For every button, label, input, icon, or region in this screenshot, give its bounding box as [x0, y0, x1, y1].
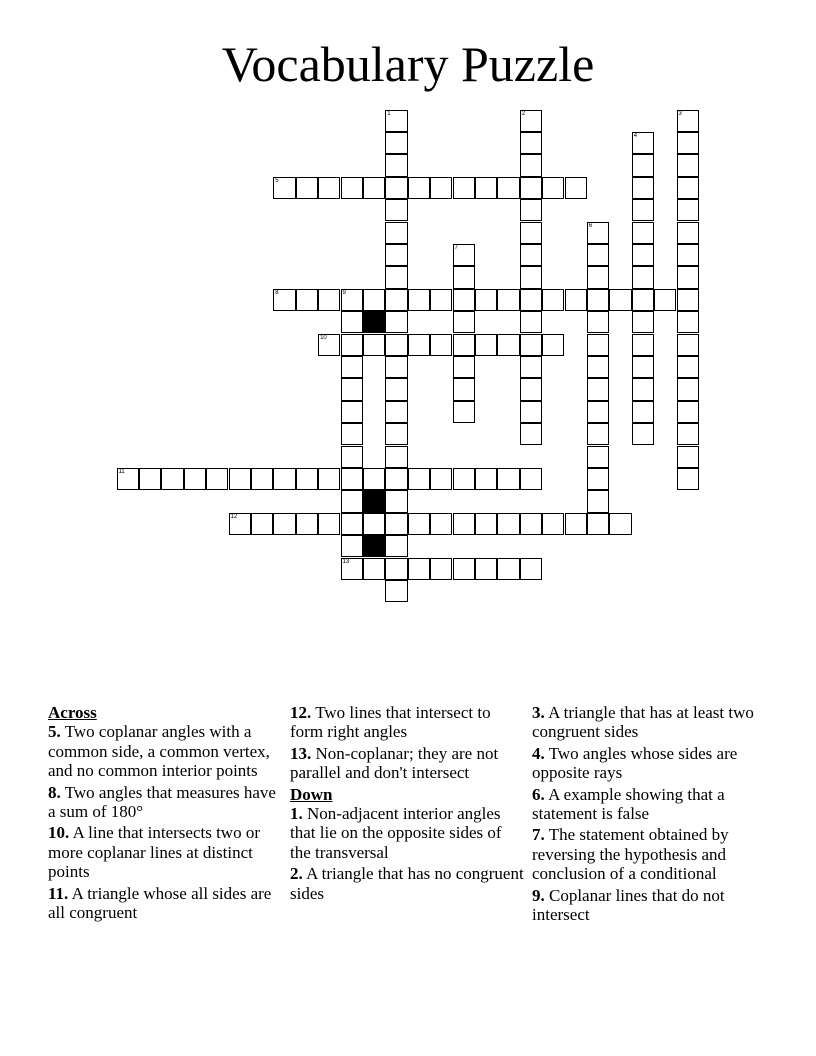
grid-cell[interactable]	[475, 289, 497, 311]
grid-cell[interactable]	[408, 513, 430, 535]
grid-cell[interactable]	[677, 132, 699, 154]
grid-cell[interactable]	[565, 289, 587, 311]
grid-cell[interactable]	[273, 289, 295, 311]
grid-cell[interactable]	[632, 311, 654, 333]
grid-cell[interactable]	[385, 177, 407, 199]
grid-cell[interactable]	[520, 222, 542, 244]
grid-cell[interactable]	[677, 154, 699, 176]
clue-down-1: 1. Non-adjacent interior angles that lie on the opposite sides of the transversal	[290, 804, 502, 862]
grid-cell[interactable]	[520, 401, 542, 423]
grid-cell[interactable]	[587, 334, 609, 356]
grid-cell[interactable]	[677, 222, 699, 244]
grid-cell[interactable]	[341, 558, 363, 580]
grid-cell[interactable]	[632, 423, 654, 445]
grid-cell[interactable]	[453, 244, 475, 266]
grid-cell[interactable]	[497, 513, 519, 535]
grid-cell[interactable]	[385, 110, 407, 132]
grid-cell[interactable]	[677, 311, 699, 333]
grid-cell[interactable]	[184, 468, 206, 490]
grid-cell[interactable]	[677, 199, 699, 221]
grid-cell[interactable]	[139, 468, 161, 490]
grid-cell[interactable]	[520, 199, 542, 221]
grid-cell[interactable]	[677, 446, 699, 468]
grid-cell[interactable]	[632, 378, 654, 400]
grid-cell[interactable]	[453, 311, 475, 333]
grid-cell[interactable]	[385, 401, 407, 423]
grid-cell[interactable]	[318, 468, 340, 490]
clue-across-12: 12. Two lines that intersect to form right angles	[290, 703, 491, 742]
grid-cell[interactable]	[385, 334, 407, 356]
grid-cell[interactable]	[341, 356, 363, 378]
grid-cell[interactable]	[430, 513, 452, 535]
grid-cell[interactable]	[296, 289, 318, 311]
grid-cell[interactable]	[453, 513, 475, 535]
grid-cell[interactable]	[632, 401, 654, 423]
blocked-cell	[363, 311, 385, 333]
blocked-cell	[363, 535, 385, 557]
grid-cell[interactable]	[363, 177, 385, 199]
grid-cell[interactable]	[677, 289, 699, 311]
grid-cell[interactable]	[587, 423, 609, 445]
grid-cell[interactable]	[453, 266, 475, 288]
grid-cell[interactable]	[385, 535, 407, 557]
grid-cell[interactable]	[408, 177, 430, 199]
cell-number: 6	[588, 222, 593, 229]
grid-cell[interactable]	[430, 177, 452, 199]
grid-cell[interactable]	[587, 490, 609, 512]
clue-across-10: 10. A line that intersects two or more coplanar lines at distinct points	[48, 823, 260, 882]
down-heading: Down	[290, 784, 333, 804]
clue-down-6: 6. A example showing that a statement is false	[532, 784, 725, 824]
cell-number: 1	[387, 110, 391, 117]
grid-cell[interactable]	[520, 558, 542, 580]
grid-cell[interactable]	[542, 289, 564, 311]
grid-cell[interactable]	[677, 468, 699, 490]
clue-across-11: 11. A triangle whose all sides are all congruent	[48, 883, 272, 923]
grid-cell[interactable]	[475, 334, 497, 356]
grid-cell[interactable]	[520, 378, 542, 400]
grid-cell[interactable]	[296, 177, 318, 199]
grid-cell[interactable]	[318, 177, 340, 199]
grid-cell[interactable]	[385, 513, 407, 535]
grid-cell[interactable]	[542, 513, 564, 535]
clue-across-5: 5. Two coplanar angles with a common side, a common vertex, and no common interior points	[48, 722, 270, 781]
grid-cell[interactable]	[408, 334, 430, 356]
grid-cell[interactable]	[363, 289, 385, 311]
grid-cell[interactable]	[565, 177, 587, 199]
cell-number: 8	[275, 289, 279, 296]
grid-cell[interactable]	[587, 401, 609, 423]
cell-number: 12	[230, 513, 238, 520]
grid-cell[interactable]	[520, 154, 542, 176]
grid-cell[interactable]	[251, 468, 273, 490]
grid-cell[interactable]	[385, 423, 407, 445]
cell-number: 2	[521, 110, 526, 117]
grid-cell[interactable]	[475, 513, 497, 535]
grid-cell[interactable]	[273, 468, 295, 490]
grid-cell[interactable]	[453, 378, 475, 400]
grid-cell[interactable]	[520, 513, 542, 535]
grid-cell[interactable]	[341, 177, 363, 199]
grid-cell[interactable]	[497, 468, 519, 490]
grid-cell[interactable]	[497, 177, 519, 199]
grid-cell[interactable]	[385, 266, 407, 288]
grid-cell[interactable]	[587, 311, 609, 333]
grid-cell[interactable]	[363, 558, 385, 580]
grid-cell[interactable]	[385, 446, 407, 468]
clue-down-3: 3. A triangle that has at least two congruent sides	[532, 703, 754, 742]
grid-cell[interactable]	[520, 244, 542, 266]
grid-cell[interactable]	[609, 513, 631, 535]
grid-cell[interactable]	[453, 558, 475, 580]
grid-cell[interactable]	[632, 199, 654, 221]
grid-cell[interactable]	[341, 535, 363, 557]
grid-cell[interactable]	[587, 356, 609, 378]
grid-cell[interactable]	[408, 289, 430, 311]
grid-cell[interactable]	[632, 289, 654, 311]
grid-cell[interactable]	[497, 289, 519, 311]
cell-number: 5	[275, 177, 279, 184]
grid-cell[interactable]	[475, 468, 497, 490]
clue-down-9: 9. Coplanar lines that do not intersect	[532, 885, 725, 925]
grid-cell[interactable]	[677, 378, 699, 400]
grid-cell[interactable]	[677, 401, 699, 423]
grid-cell[interactable]	[632, 334, 654, 356]
grid-cell[interactable]	[385, 154, 407, 176]
grid-cell[interactable]	[363, 334, 385, 356]
grid-cell[interactable]	[341, 289, 363, 311]
grid-cell[interactable]	[497, 334, 519, 356]
grid-cell[interactable]	[632, 154, 654, 176]
grid-cell[interactable]	[385, 356, 407, 378]
grid-cell[interactable]	[385, 378, 407, 400]
grid-cell[interactable]	[677, 244, 699, 266]
grid-cell[interactable]	[587, 446, 609, 468]
grid-cell[interactable]	[453, 177, 475, 199]
grid-cell[interactable]	[318, 513, 340, 535]
grid-cell[interactable]	[677, 334, 699, 356]
grid-cell[interactable]	[475, 558, 497, 580]
grid-cell[interactable]	[341, 513, 363, 535]
cell-number: 4	[633, 132, 638, 139]
grid-cell[interactable]	[587, 513, 609, 535]
grid-cell[interactable]	[520, 289, 542, 311]
grid-cell[interactable]	[632, 132, 654, 154]
grid-cell[interactable]	[430, 558, 452, 580]
grid-cell[interactable]	[520, 423, 542, 445]
grid-cell[interactable]	[587, 289, 609, 311]
grid-cell[interactable]	[385, 558, 407, 580]
grid-cell[interactable]	[341, 446, 363, 468]
grid-cell[interactable]	[542, 334, 564, 356]
grid-cell[interactable]	[430, 289, 452, 311]
clue-down-2: 2. A triangle that has no congruent sides	[290, 864, 524, 903]
grid-cell[interactable]	[385, 580, 407, 602]
grid-cell[interactable]	[341, 401, 363, 423]
cell-number: 10	[320, 334, 327, 341]
grid-cell[interactable]	[587, 244, 609, 266]
grid-cell[interactable]	[229, 468, 251, 490]
cell-number: 13	[342, 558, 350, 565]
grid-cell[interactable]	[542, 177, 564, 199]
cell-number: 7	[454, 244, 458, 251]
grid-cell[interactable]	[677, 356, 699, 378]
grid-cell[interactable]	[632, 244, 654, 266]
grid-cell[interactable]	[296, 513, 318, 535]
grid-cell[interactable]	[251, 513, 273, 535]
grid-cell[interactable]	[632, 222, 654, 244]
grid-cell[interactable]	[587, 266, 609, 288]
grid-cell[interactable]	[632, 177, 654, 199]
grid-cell[interactable]	[587, 468, 609, 490]
grid-cell[interactable]	[117, 468, 139, 490]
clues-column-2	[290, 703, 526, 905]
grid-cell[interactable]	[677, 423, 699, 445]
grid-cell[interactable]	[520, 356, 542, 378]
grid-cell[interactable]	[229, 513, 251, 535]
clue-across-13: 13. Non-coplanar; they are not parallel and don't intersect	[290, 743, 499, 783]
grid-cell[interactable]	[677, 177, 699, 199]
grid-cell[interactable]	[385, 468, 407, 490]
grid-cell[interactable]	[453, 334, 475, 356]
grid-cell[interactable]	[318, 334, 340, 356]
grid-cell[interactable]	[520, 177, 542, 199]
grid-cell[interactable]	[363, 468, 385, 490]
grid-cell[interactable]	[341, 311, 363, 333]
grid-cell[interactable]	[520, 334, 542, 356]
grid-cell[interactable]	[408, 468, 430, 490]
grid-cell[interactable]	[273, 513, 295, 535]
across-heading: Across	[48, 703, 97, 722]
grid-cell[interactable]	[273, 177, 295, 199]
blocked-cell	[363, 490, 385, 512]
grid-cell[interactable]	[341, 468, 363, 490]
grid-cell[interactable]	[453, 289, 475, 311]
cell-number: 3	[678, 110, 682, 117]
grid-cell[interactable]	[520, 132, 542, 154]
grid-cell[interactable]	[654, 289, 676, 311]
grid-cell[interactable]	[385, 132, 407, 154]
grid-cell[interactable]	[296, 468, 318, 490]
grid-cell[interactable]	[385, 199, 407, 221]
grid-cell[interactable]	[341, 378, 363, 400]
puzzle-title: Vocabulary Puzzle	[221, 36, 595, 92]
grid-cell[interactable]	[520, 468, 542, 490]
grid-cell[interactable]	[453, 401, 475, 423]
grid-cell[interactable]	[453, 356, 475, 378]
grid-cell[interactable]	[632, 266, 654, 288]
grid-cell[interactable]	[587, 222, 609, 244]
grid-cell[interactable]	[520, 311, 542, 333]
grid-cell[interactable]	[520, 266, 542, 288]
grid-cell[interactable]	[430, 334, 452, 356]
grid-cell[interactable]	[385, 311, 407, 333]
clue-down-7: 7. The statement obtained by reversing the hypothesis and conclusion of a conditional	[532, 825, 729, 884]
grid-cell[interactable]	[161, 468, 183, 490]
grid-cell[interactable]	[385, 222, 407, 244]
grid-cell[interactable]	[318, 289, 340, 311]
grid-cell[interactable]	[497, 558, 519, 580]
grid-cell[interactable]	[408, 558, 430, 580]
grid-cell[interactable]	[341, 334, 363, 356]
grid-cell[interactable]	[363, 513, 385, 535]
grid-cell[interactable]	[385, 289, 407, 311]
grid-cell[interactable]	[385, 490, 407, 512]
cell-number: 9	[342, 289, 346, 296]
grid-cell[interactable]	[677, 110, 699, 132]
clue-down-4: 4. Two angles whose sides are opposite rays	[532, 743, 738, 783]
grid-cell[interactable]	[341, 423, 363, 445]
grid-cell[interactable]	[565, 513, 587, 535]
grid-cell[interactable]	[430, 468, 452, 490]
clues-column-1	[48, 703, 284, 924]
grid-cell[interactable]	[341, 490, 363, 512]
grid-cell[interactable]	[453, 468, 475, 490]
cell-number: 11	[118, 468, 125, 475]
grid-cell[interactable]	[632, 356, 654, 378]
grid-cell[interactable]	[385, 244, 407, 266]
grid-cell[interactable]	[609, 289, 631, 311]
clues-column-3	[532, 703, 768, 926]
grid-cell[interactable]	[677, 266, 699, 288]
grid-cell[interactable]	[587, 378, 609, 400]
grid-cell[interactable]	[206, 468, 228, 490]
clue-across-8: 8. Two angles that measures have a sum of 180°	[48, 782, 276, 822]
grid-cell[interactable]	[475, 177, 497, 199]
grid-cell[interactable]	[520, 110, 542, 132]
